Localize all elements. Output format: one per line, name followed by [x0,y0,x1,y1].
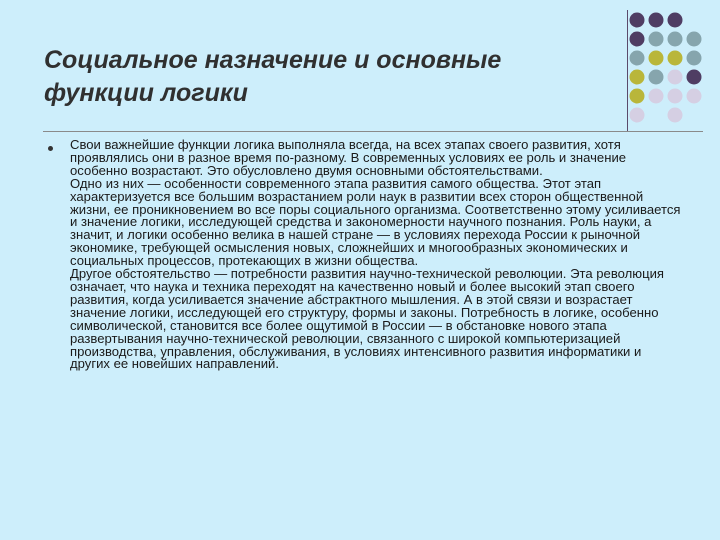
slide-title [44,44,604,110]
decorative-dot-icon [687,89,702,104]
decorative-dot-icon [649,51,664,66]
title-divider-line [43,131,703,132]
bullet-dot-icon [48,146,53,151]
decorative-dot-icon [630,108,645,123]
decorative-dot-icon [649,89,664,104]
decorative-dot-icon [630,70,645,85]
decorative-dot-icon [687,32,702,47]
paragraph-3: Другое обстоятельство — потребности развития научно-технической революции. Эта революция означает, что наука и техника переходят на качественно новый и более высокий этап своего развития, когда усиливается значение абстрактного мышления. А в этой связи и возрастает значение логики, исследующей его структуру, формы и законы. Потребность в логике, особенно символической, становится все более ощутимой в России — в обстановке нового этапа развертывания научно-технической революции, связанного с широкой компьютеризацией производства, управления, обслуживания, в условиях интенсивного развития информатики и других ее новейших направлений. [70,266,664,372]
decorative-vertical-line [627,10,628,132]
decorative-dot-icon [668,70,683,85]
decorative-dot-icon [630,13,645,28]
decorative-dot-icon [630,89,645,104]
decorative-dot-icon [687,70,702,85]
decorative-dot-icon [630,51,645,66]
body-text [70,139,682,371]
decorative-dot-icon [668,51,683,66]
decorative-dot-icon [630,32,645,47]
slide-title-line-2: функции логики [44,79,248,107]
decorative-dot-icon [649,32,664,47]
decorative-dot-icon [668,89,683,104]
paragraph-2: Одно из них — особенности современного этапа развития самого общества. Этот этап характеризуется все большим возрастанием роли наук в развитии всех сторон общественной жизни, ее проникновением во все поры социального организма. Соответственно этому усиливается и значение логики, исследующей средства и закономерности научного познания. Роль науки, а значит, и логики особенно велика в нашей стране — в условиях перехода России к рыночной экономике, требующей осмысления новых, сложнейших и многообразных экономических и социальных процессов, протекающих в жизни общества. [70,175,681,269]
decorative-dot-icon [668,32,683,47]
decorative-dot-icon [649,70,664,85]
paragraph-1: Свои важнейшие функции логика выполняла всегда, на всех этапах своего развития, хотя проявлялись они в разное время по-разному. В современных условиях ее роль и значение особенно возрастают. Это обусловлено двумя основными обстоятельствами. [70,137,627,178]
decorative-dot-icon [668,13,683,28]
slide-title-line-1: Социальное назначение и основные [44,46,502,74]
decorative-dot-icon [649,13,664,28]
decorative-dot-icon [668,108,683,123]
decorative-dot-icon [687,51,702,66]
